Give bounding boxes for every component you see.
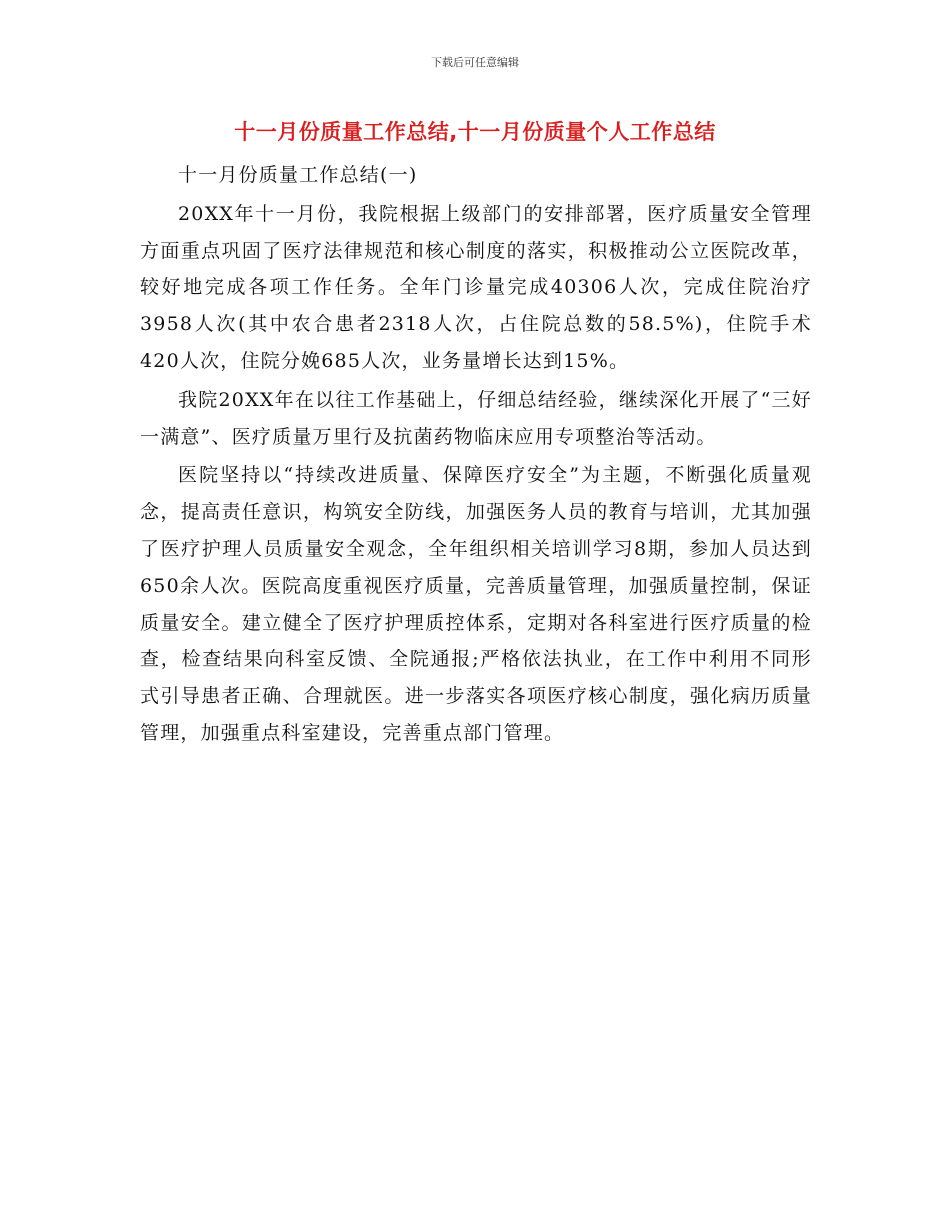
- page-header-note: 下载后可任意编辑: [431, 56, 519, 69]
- paragraph-1: 20XX年十一月份，我院根据上级部门的安排部署，医疗质量安全管理方面重点巩固了医疗法律规范和核心制度的落实，积极推动公立医院改革，较好地完成各项工作任务。全年门诊量完成40306人次，完成住院治疗3958人次(其中农合患者2318人次，占住院总数的58.5%)，住院手术420人次，住院分娩685人次，业务量增长达到15%。: [140, 202, 812, 372]
- document-title: 十一月份质量工作总结,十一月份质量个人工作总结: [234, 120, 716, 144]
- document-body: [140, 157, 812, 752]
- paragraph-2: 我院20XX年在以往工作基础上，仔细总结经验，继续深化开展了“三好一满意”、医疗质量万里行及抗菌药物临床应用专项整治等活动。: [140, 388, 812, 448]
- section-subtitle: 十一月份质量工作总结(一): [178, 164, 418, 186]
- paragraph-3: 医院坚持以“持续改进质量、保障医疗安全”为主题，不断强化质量观念，提高责任意识，构筑安全防线，加强医务人员的教育与培训，尤其加强了医疗护理人员质量安全观念，全年组织相关培训学习8期，参加人员达到650余人次。医院高度重视医疗质量，完善质量管理，加强质量控制，保证质量安全。建立健全了医疗护理质控体系，定期对各科室进行医疗质量的检查，检查结果向科室反馈、全院通报;严格依法执业，在工作中利用不同形式引导患者正确、合理就医。进一步落实各项医疗核心制度，强化病历质量管理，加强重点科室建设，完善重点部门管理。: [140, 464, 812, 744]
